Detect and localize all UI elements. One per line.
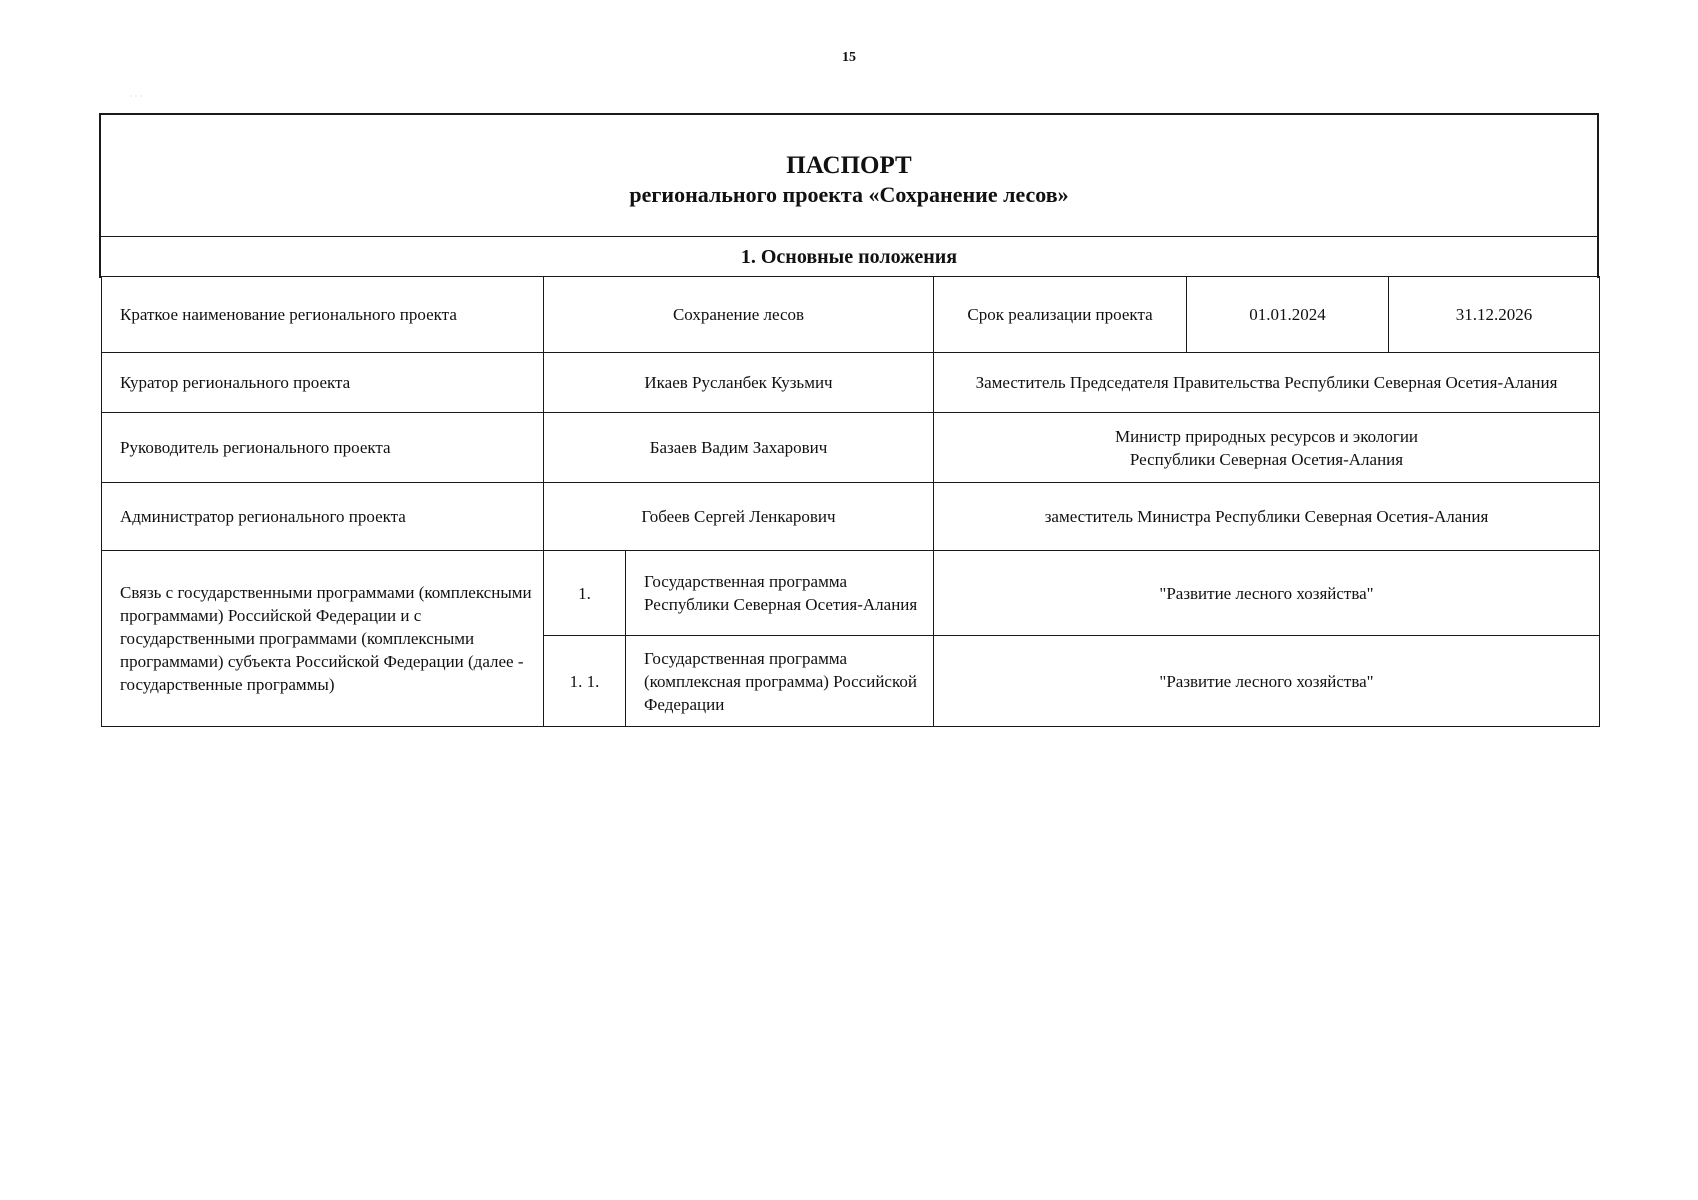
passport-title: ПАСПОРТ [786, 151, 912, 179]
passport-header-frame [99, 113, 1599, 278]
head-name: Базаев Вадим Захарович [544, 413, 934, 483]
head-position-line2: Республики Северная Осетия-Алания [1129, 449, 1404, 469]
program-2-type: Государственная программа (комплексная программа) Российской Федерации [626, 636, 934, 727]
program-2-name: "Развитие лесного хозяйства" [934, 636, 1600, 727]
table-row-curator [102, 353, 1600, 413]
start-date: 01.01.2024 [1187, 277, 1389, 353]
administrator-label: Администратор регионального проекта [102, 483, 544, 551]
table-row-administrator [102, 483, 1600, 551]
head-position [934, 413, 1600, 483]
head-position-line1: Министр природных ресурсов и экологии [1114, 426, 1419, 446]
program-2-number: 1. 1. [544, 636, 626, 727]
end-date: 31.12.2026 [1389, 277, 1600, 353]
scan-specks: · · · [130, 92, 142, 101]
page-number: 15 [842, 50, 856, 65]
section-title: 1. Основные положения [740, 246, 958, 268]
program-1-type: Государственная программа Республики Северная Осетия-Алания [626, 551, 934, 636]
table-row-program-1 [102, 551, 1600, 636]
curator-label: Куратор регионального проекта [102, 353, 544, 413]
passport-subtitle: регионального проекта «Сохранение лесов» [629, 181, 1069, 207]
curator-name: Икаев Русланбек Кузьмич [544, 353, 934, 413]
administrator-position: заместитель Министра Республики Северная Осетия-Алания [934, 483, 1600, 551]
administrator-name: Гобеев Сергей Ленкарович [544, 483, 934, 551]
title-box [101, 115, 1597, 237]
head-label: Руководитель регионального проекта [102, 413, 544, 483]
program-1-name: "Развитие лесного хозяйства" [934, 551, 1600, 636]
table-row-head [102, 413, 1600, 483]
period-label: Срок реализации проекта [934, 277, 1187, 353]
passport-table [101, 276, 1600, 727]
curator-position: Заместитель Председателя Правительства Республики Северная Осетия-Алания [934, 353, 1600, 413]
table-row-short-name [102, 277, 1600, 353]
program-1-number: 1. [544, 551, 626, 636]
programs-label: Связь с государственными программами (комплексными программами) Российской Федерации и с государственными программами (комплексными программами) субъекта Российской Федерации (далее - государственные программы) [102, 551, 544, 727]
short-name-label: Краткое наименование регионального проекта [102, 277, 544, 353]
short-name-value: Сохранение лесов [544, 277, 934, 353]
